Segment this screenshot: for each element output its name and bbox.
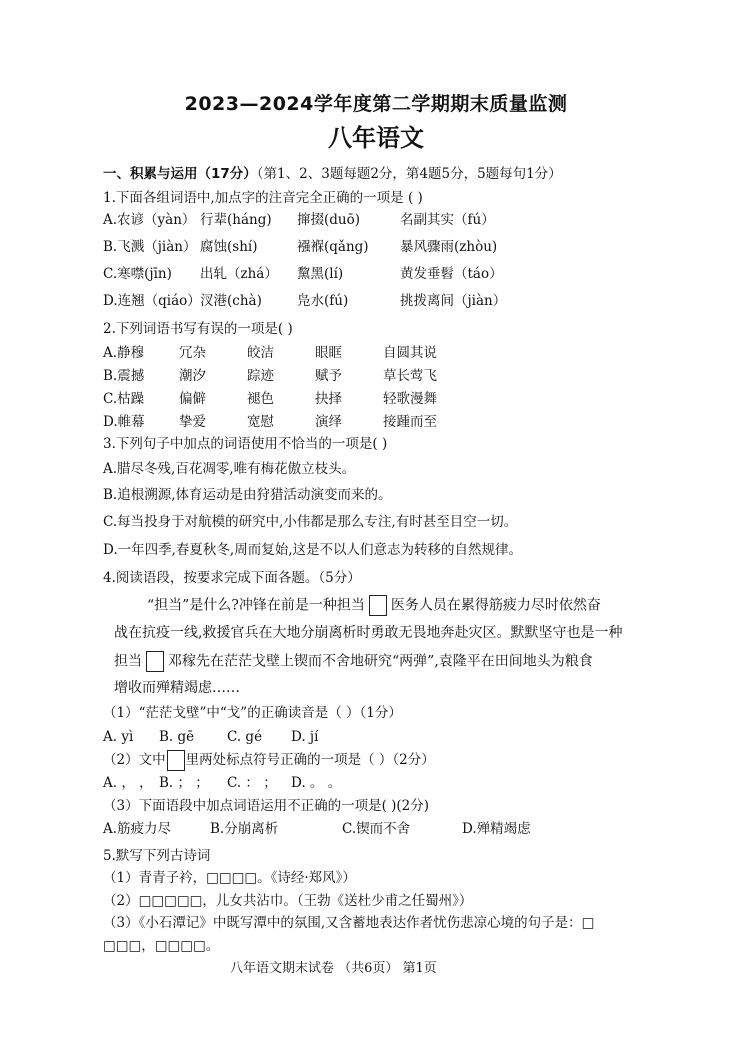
option-item: A.农谚（yàn） <box>103 212 196 228</box>
option-item: 黄发垂髫（táo） <box>400 266 503 282</box>
question-3-stem: 3.下列句子中加点的词语使用不恰当的一项是( ) <box>103 436 388 452</box>
option-item: C.锲而不舍 <box>342 821 411 837</box>
option-item: B.飞溅（jiàn） <box>103 239 197 255</box>
option-item: A.静穆 <box>103 345 145 361</box>
sub-question-text: 里两处标点符号正确的一项是（ ）（2分） <box>185 752 435 768</box>
option-item: 轻歌漫舞 <box>383 391 437 407</box>
passage-line-3 <box>114 651 593 672</box>
question-5-line-3: （3）《小石潭记》中既写潭中的氛围,又含蓄地表达作者忧伤悲凉心境的句子是：□ <box>103 915 595 931</box>
option-item: 潮汐 <box>179 368 206 384</box>
option-item: C.枯躁 <box>103 391 145 407</box>
sub-question-text: （2）文中 <box>103 752 166 768</box>
option-item: D.连翘（qiáo） <box>103 293 201 309</box>
option-item: 撺掇(duō) <box>297 212 360 228</box>
option-item: 演绎 <box>315 414 342 430</box>
option-item: 抉择 <box>315 391 342 407</box>
section-score-note: （第1、2、3题每题2分，第4题5分，5题每句1分） <box>256 166 562 182</box>
option-item: 冗杂 <box>179 345 206 361</box>
answer-box <box>167 750 185 771</box>
option-item: 褪色 <box>247 391 274 407</box>
passage-text: 邓稼先在茫茫戈壁上锲而不舍地研究“两弹”,袁隆平在田间地头为粮食 <box>168 653 593 670</box>
option-item: 凫水(fú) <box>297 293 349 309</box>
option-item: 挚爱 <box>179 414 206 430</box>
question-1-option-c <box>103 264 540 284</box>
page-footer: 八年语文期末试卷 （共6页） 第1页 <box>230 961 437 976</box>
question-3-option-a: A.腊尽冬残,百花凋零,唯有梅花傲立枝头。 <box>103 461 356 477</box>
question-4-sub-1: （1）“茫茫戈壁”中“戈”的正确读音是（ ）（1分） <box>103 705 402 721</box>
option-item: C.寒噤(jīn) <box>103 266 172 282</box>
subject-title: 八年语文 <box>328 124 424 152</box>
option-item: D. 。 。 <box>291 775 342 791</box>
option-item: B.分崩离析 <box>210 821 279 837</box>
question-3-option-c: C.每当投身于对航模的研究中,小伟都是那么专注,有时甚至目空一切。 <box>103 514 518 530</box>
question-4-sub-2-options <box>103 773 342 793</box>
option-item: 草长莺飞 <box>383 368 437 384</box>
question-1-option-b <box>103 237 540 257</box>
question-5-line-1: （1）青青子衿，□□□□。《诗经·郑风》） <box>103 870 356 886</box>
option-item: 黧黑(lí) <box>297 266 344 282</box>
option-item: 挑拨离间（jiàn） <box>400 293 507 309</box>
option-item: D.帷幕 <box>103 414 145 430</box>
question-2-option-d <box>103 412 473 432</box>
option-item: 赋予 <box>315 368 342 384</box>
answer-box <box>369 595 387 616</box>
exam-title: 2023—2024学年度第二学期期末质量监测 <box>184 93 568 115</box>
option-item: 汊港(chà) <box>200 293 262 309</box>
option-item: 偏僻 <box>179 391 206 407</box>
option-item: D. jí <box>291 729 319 745</box>
answer-box <box>146 651 164 672</box>
option-item: B.震撼 <box>103 368 145 384</box>
question-1-stem: 1.下面各组词语中,加点字的注音完全正确的一项是 ( ) <box>103 190 423 206</box>
question-5-line-4: □□□，□□□□。 <box>103 938 220 954</box>
option-item: 名副其实（fú） <box>400 212 495 228</box>
question-2-option-c <box>103 389 473 409</box>
question-5-line-2: （2）□□□□□，儿女共沾巾。（王勃《送杜少甫之任蜀州》） <box>103 893 473 909</box>
option-item: 襁褓(qǎng) <box>297 239 369 255</box>
passage-line-2: 战在抗疫一线,救援官兵在大地分崩离析时勇敢无畏地奔赴灾区。默默坚守也是一种 <box>114 625 623 641</box>
question-4-sub-1-options <box>103 727 331 747</box>
passage-text: “担当”是什么?冲锋在前是一种担当 <box>147 597 365 614</box>
question-1-option-a <box>103 210 540 230</box>
question-3-option-d: D.一年四季,春夏秋冬,周而复始,这是不以人们意志为转移的自然规律。 <box>103 542 523 558</box>
question-2-option-b <box>103 366 473 386</box>
passage-line-1 <box>147 595 601 616</box>
option-item: 自圆其说 <box>383 345 437 361</box>
question-2-stem: 2.下列词语书写有误的一项是( ) <box>103 321 293 337</box>
section-title: 一、积累与运用（17分） <box>103 166 257 182</box>
option-item: A. yì <box>103 729 134 745</box>
question-4-stem: 4.阅读语段，按要求完成下面各题。（5分） <box>103 570 361 586</box>
option-item: 眼眶 <box>315 345 342 361</box>
option-item: C. gé <box>227 729 263 745</box>
section-heading <box>103 164 562 184</box>
option-item: A. ， ， <box>103 775 153 791</box>
question-3-option-b: B.追根溯源,体育运动是由狩猎活动演变而来的。 <box>103 487 392 503</box>
question-2-option-a <box>103 343 473 363</box>
option-item: 皎洁 <box>247 345 274 361</box>
question-4-sub-3-options <box>103 819 572 839</box>
question-4-sub-2 <box>103 750 435 771</box>
option-item: 腐蚀(shí) <box>200 239 258 255</box>
option-item: 行辈(háng) <box>200 212 272 228</box>
option-item: B. gē <box>159 729 195 745</box>
question-1-option-d <box>103 291 540 311</box>
option-item: A.筋疲力尽 <box>103 821 172 837</box>
option-item: 踪迹 <box>247 368 274 384</box>
passage-text: 医务人员在累得筋疲力尽时依然奋 <box>390 597 601 614</box>
option-item: C. ： ； <box>227 775 277 791</box>
option-item: 出轧（zhá） <box>200 266 278 282</box>
option-item: 宽慰 <box>247 414 274 430</box>
passage-line-4: 增收而殚精竭虑…… <box>114 680 240 696</box>
option-item: D.殚精竭虑 <box>462 821 531 837</box>
question-5-stem: 5.默写下列古诗词 <box>103 848 211 864</box>
passage-text: 担当 <box>114 653 142 670</box>
option-item: 接踵而至 <box>383 414 437 430</box>
question-4-sub-3: （3）下面语段中加点词语运用不正确的一项是( )(2分) <box>103 798 430 814</box>
option-item: 暴风骤雨(zhòu) <box>400 239 498 255</box>
option-item: B. ； ； <box>159 775 209 791</box>
